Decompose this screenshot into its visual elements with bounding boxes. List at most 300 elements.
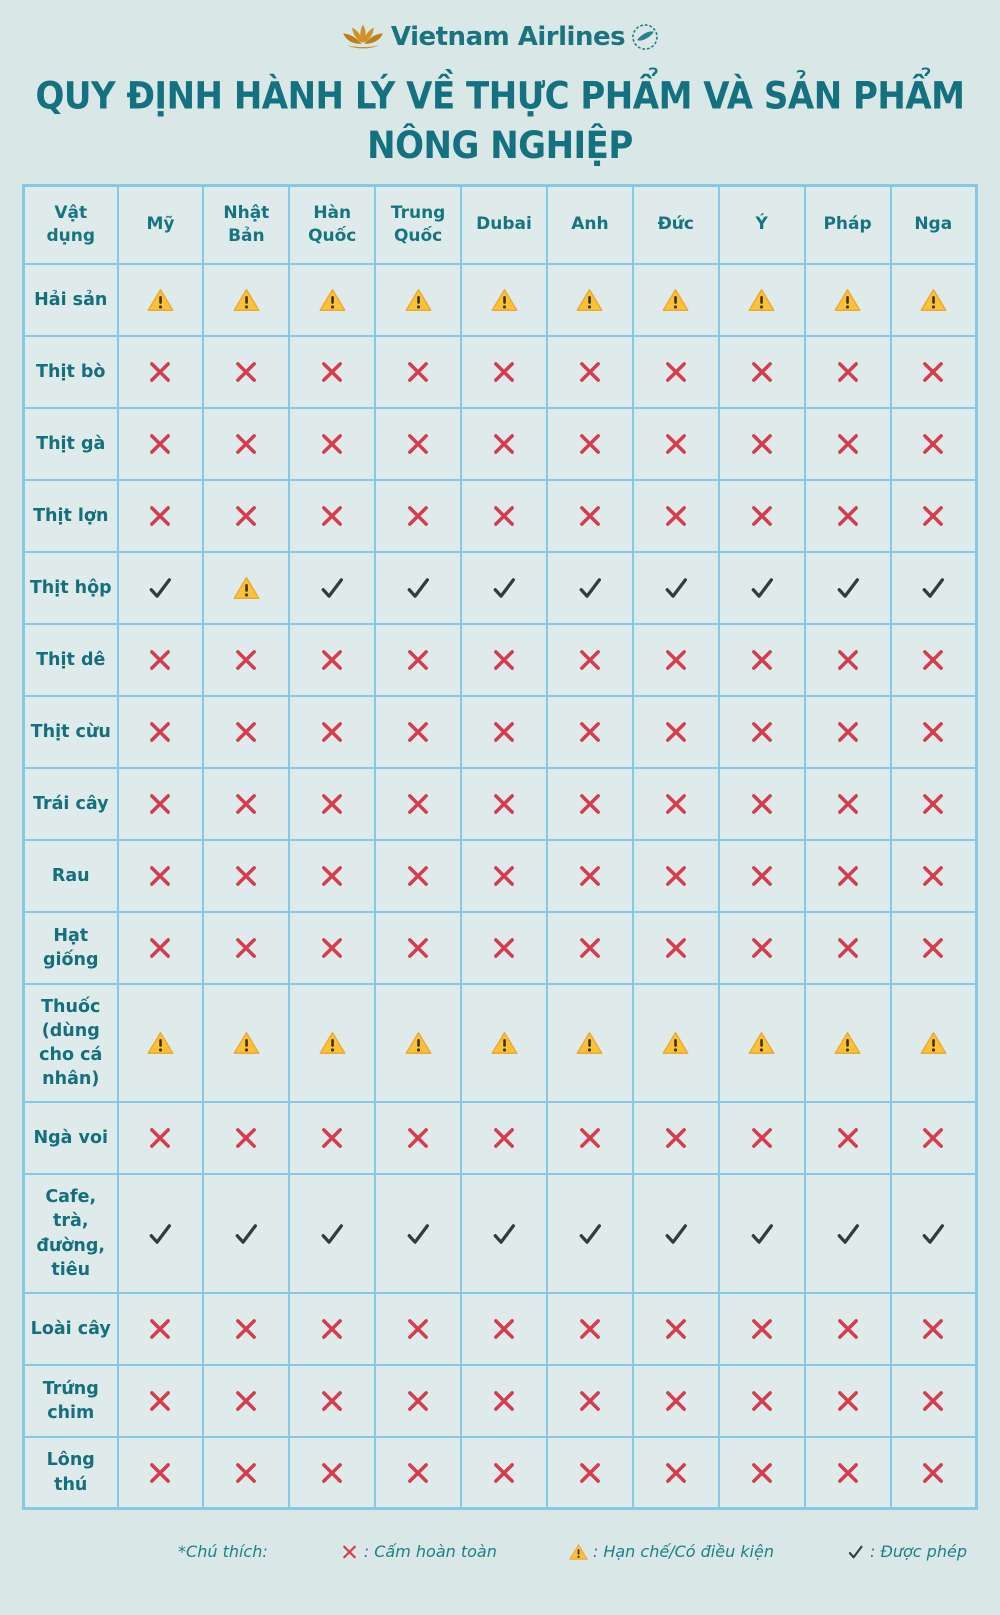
status-cell [719,840,805,912]
status-cell [461,1102,547,1174]
status-cell [375,1174,461,1293]
row-label: Rau [24,840,118,912]
prohibited-x-icon [145,430,175,458]
status-cell [461,1437,547,1509]
status-cell [289,624,375,696]
legend-item-label: : Hạn chế/Có điều kiện [592,1542,774,1562]
status-cell [719,336,805,408]
prohibited-x-icon [489,358,519,386]
status-cell [375,768,461,840]
status-cell [633,624,719,696]
status-cell [375,336,461,408]
status-cell [805,984,891,1103]
prohibited-x-icon [403,862,433,890]
warning-triangle-icon [405,288,432,312]
status-cell [633,552,719,624]
status-cell [547,768,633,840]
prohibited-x-icon [317,1124,347,1152]
status-cell [547,264,633,336]
prohibited-x-icon [145,718,175,746]
status-cell [203,480,289,552]
prohibited-x-icon [403,1387,433,1415]
status-cell [891,624,977,696]
status-cell [375,552,461,624]
status-cell [633,408,719,480]
status-cell [891,552,977,624]
status-cell [118,624,204,696]
status-cell [461,1174,547,1293]
country-column-header: Ý [719,185,805,264]
status-cell [289,1437,375,1509]
prohibited-x-icon [317,646,347,674]
allowed-check-icon [747,574,777,602]
prohibited-x-icon [489,790,519,818]
prohibited-x-icon [575,1459,605,1487]
country-column-header: Trung Quốc [375,185,461,264]
prohibited-x-icon [661,790,691,818]
table-row [24,1102,977,1174]
status-cell [633,1437,719,1509]
prohibited-x-icon [661,430,691,458]
warning-triangle-icon [147,1031,174,1055]
status-cell [805,264,891,336]
prohibited-x-icon [661,1315,691,1343]
warning-triangle-icon [147,288,174,312]
row-label: Trái cây [24,768,118,840]
prohibited-x-icon [661,1459,691,1487]
prohibited-x-icon [575,1387,605,1415]
warning-triangle-icon [920,288,947,312]
prohibited-x-icon [918,358,948,386]
prohibited-x-icon [145,934,175,962]
status-cell [375,1365,461,1437]
allowed-check-icon [833,1220,863,1248]
status-cell [719,552,805,624]
status-cell [375,408,461,480]
prohibited-x-icon [747,790,777,818]
prohibited-x-icon [317,790,347,818]
status-cell [461,1365,547,1437]
status-cell [461,264,547,336]
status-cell [118,1437,204,1509]
status-cell [461,840,547,912]
status-cell [461,696,547,768]
status-cell [891,264,977,336]
status-cell [461,552,547,624]
status-cell [461,1293,547,1365]
prohibited-x-icon [317,1387,347,1415]
warning-triangle-icon [491,1031,518,1055]
status-cell [203,768,289,840]
status-cell [891,1293,977,1365]
status-cell [547,624,633,696]
table-row [24,984,977,1103]
legend-prefix: *Chú thích: [178,1542,268,1562]
allowed-check-icon [918,574,948,602]
prohibited-x-icon [489,934,519,962]
prohibited-x-icon [918,862,948,890]
row-label: Thịt gà [24,408,118,480]
status-cell [289,1293,375,1365]
status-cell [633,1365,719,1437]
status-cell [118,696,204,768]
prohibited-x-icon [489,862,519,890]
prohibited-x-icon [833,430,863,458]
prohibited-x-icon [489,1315,519,1343]
status-cell [805,1365,891,1437]
status-cell [375,1293,461,1365]
warning-triangle-icon [834,288,861,312]
table-row [24,1437,977,1509]
prohibited-x-icon [317,358,347,386]
prohibited-x-icon [661,358,691,386]
prohibited-x-icon [575,790,605,818]
allowed-check-icon [833,574,863,602]
status-cell [719,1102,805,1174]
prohibited-x-icon [575,934,605,962]
row-label: Thịt dê [24,624,118,696]
status-cell [805,624,891,696]
allowed-check-icon [846,1543,865,1561]
page-title-line1: QUY ĐỊNH HÀNH LÝ VỀ THỰC PHẨM VÀ SẢN PHẨM [35,74,965,119]
prohibited-x-icon [747,718,777,746]
items-column-header: Vật dụng [24,185,118,264]
prohibited-x-icon [747,430,777,458]
legend-item [846,1542,967,1561]
row-label: Thịt hộp [24,552,118,624]
country-column-header: Đức [633,185,719,264]
prohibited-x-icon [747,646,777,674]
status-cell [461,408,547,480]
prohibited-x-icon [489,1459,519,1487]
status-cell [118,984,204,1103]
status-cell [118,264,204,336]
prohibited-x-icon [231,718,261,746]
prohibited-x-icon [661,646,691,674]
table-row [24,696,977,768]
warning-triangle-icon [569,1543,588,1561]
legend-item [340,1542,497,1561]
prohibited-x-icon [747,1387,777,1415]
status-cell [891,984,977,1103]
prohibited-x-icon [918,934,948,962]
status-cell [891,480,977,552]
legend-item-label: : Được phép [869,1542,967,1562]
status-cell [203,1365,289,1437]
status-cell [805,408,891,480]
prohibited-x-icon [317,1315,347,1343]
status-cell [805,1174,891,1293]
country-column-header: Nhật Bản [203,185,289,264]
prohibited-x-icon [918,1459,948,1487]
status-cell [547,1365,633,1437]
status-cell [547,1174,633,1293]
status-cell [289,768,375,840]
prohibited-x-icon [833,1315,863,1343]
prohibited-x-icon [833,790,863,818]
status-cell [633,1174,719,1293]
status-cell [547,984,633,1103]
prohibited-x-icon [231,1459,261,1487]
status-cell [805,1293,891,1365]
prohibited-x-icon [403,1459,433,1487]
prohibited-x-icon [918,790,948,818]
prohibited-x-icon [489,646,519,674]
prohibited-x-icon [833,502,863,530]
status-cell [118,768,204,840]
status-cell [203,984,289,1103]
prohibited-x-icon [661,934,691,962]
lotus-icon [341,21,385,53]
country-column-header: Dubai [461,185,547,264]
prohibited-x-icon [575,1124,605,1152]
table-row [24,840,977,912]
status-cell [203,408,289,480]
prohibited-x-icon [231,934,261,962]
prohibited-x-icon [661,862,691,890]
prohibited-x-icon [661,1124,691,1152]
header-row [24,185,977,264]
brand-text: Vietnam Airlines [390,22,626,52]
status-cell [891,1174,977,1293]
prohibited-x-icon [918,1387,948,1415]
prohibited-x-icon [145,1124,175,1152]
status-cell [719,696,805,768]
status-cell [547,408,633,480]
status-cell [118,552,204,624]
prohibited-x-icon [231,1315,261,1343]
legend-item-label: : Cấm hoàn toàn [363,1542,497,1562]
status-cell [547,1102,633,1174]
prohibited-x-icon [918,1315,948,1343]
row-label: Loài cây [24,1293,118,1365]
status-cell [805,696,891,768]
status-cell [203,912,289,984]
status-cell [289,696,375,768]
status-cell [289,1365,375,1437]
warning-triangle-icon [834,1031,861,1055]
country-column-header: Anh [547,185,633,264]
status-cell [805,552,891,624]
status-cell [805,912,891,984]
warning-triangle-icon [233,1031,260,1055]
prohibited-x-icon [747,1459,777,1487]
table-row [24,1293,977,1365]
status-cell [719,480,805,552]
prohibited-x-icon [403,646,433,674]
status-cell [461,912,547,984]
warning-triangle-icon [662,288,689,312]
prohibited-x-icon [403,790,433,818]
prohibited-x-icon [833,1387,863,1415]
status-cell [719,1365,805,1437]
warning-triangle-icon [319,1031,346,1055]
table-row [24,552,977,624]
prohibited-x-icon [145,790,175,818]
row-label: Ngà voi [24,1102,118,1174]
status-cell [805,840,891,912]
regulations-table [22,184,978,1511]
prohibited-x-icon [403,502,433,530]
status-cell [633,768,719,840]
prohibited-x-icon [231,430,261,458]
prohibited-x-icon [918,430,948,458]
status-cell [719,1437,805,1509]
status-cell [891,768,977,840]
row-label: Hạt giống [24,912,118,984]
country-column-header: Nga [891,185,977,264]
prohibited-x-icon [403,430,433,458]
row-label: Thịt lợn [24,480,118,552]
prohibited-x-icon [747,934,777,962]
status-cell [547,912,633,984]
prohibited-x-icon [317,934,347,962]
prohibited-x-icon [317,430,347,458]
prohibited-x-icon [575,502,605,530]
table-row [24,624,977,696]
table-row [24,264,977,336]
status-cell [203,264,289,336]
status-cell [633,840,719,912]
warning-triangle-icon [748,288,775,312]
row-label: Lông thú [24,1437,118,1509]
allowed-check-icon [489,574,519,602]
status-cell [375,696,461,768]
status-cell [805,480,891,552]
status-cell [891,840,977,912]
row-label: Cafe, trà, đường, tiêu [24,1174,118,1293]
warning-triangle-icon [405,1031,432,1055]
status-cell [118,480,204,552]
status-cell [633,1293,719,1365]
status-cell [891,1102,977,1174]
status-cell [633,264,719,336]
status-cell [891,912,977,984]
status-cell [118,1102,204,1174]
table-row [24,336,977,408]
status-cell [203,336,289,408]
allowed-check-icon [575,574,605,602]
prohibited-x-icon [317,862,347,890]
warning-triangle-icon [576,1031,603,1055]
prohibited-x-icon [317,718,347,746]
prohibited-x-icon [403,718,433,746]
status-cell [461,624,547,696]
table-row [24,912,977,984]
prohibited-x-icon [403,358,433,386]
status-cell [891,336,977,408]
allowed-check-icon [403,1220,433,1248]
prohibited-x-icon [145,1459,175,1487]
status-cell [118,912,204,984]
status-cell [289,840,375,912]
prohibited-x-icon [833,1459,863,1487]
status-cell [375,984,461,1103]
status-cell [633,696,719,768]
prohibited-x-icon [231,358,261,386]
status-cell [547,552,633,624]
skyteam-icon [631,23,659,51]
status-cell [633,984,719,1103]
country-column-header: Mỹ [118,185,204,264]
prohibited-x-icon [575,358,605,386]
prohibited-x-icon [489,1387,519,1415]
row-label: Hải sản [24,264,118,336]
status-cell [547,840,633,912]
prohibited-x-icon [145,502,175,530]
prohibited-x-icon [231,862,261,890]
prohibited-x-icon [231,646,261,674]
prohibited-x-icon [145,646,175,674]
allowed-check-icon [489,1220,519,1248]
status-cell [118,1293,204,1365]
status-cell [891,408,977,480]
prohibited-x-icon [489,430,519,458]
status-cell [461,336,547,408]
status-cell [547,1437,633,1509]
legend [0,1542,1000,1561]
table-row [24,408,977,480]
row-label: Thuốc (dùng cho cá nhân) [24,984,118,1103]
status-cell [289,1174,375,1293]
prohibited-x-icon [231,790,261,818]
status-cell [805,1437,891,1509]
row-label: Thịt cừu [24,696,118,768]
prohibited-x-icon [575,430,605,458]
status-cell [118,408,204,480]
allowed-check-icon [918,1220,948,1248]
table-row [24,1365,977,1437]
allowed-check-icon [661,1220,691,1248]
status-cell [289,480,375,552]
prohibited-x-icon [575,718,605,746]
status-cell [375,480,461,552]
prohibited-x-icon [833,718,863,746]
status-cell [547,336,633,408]
status-cell [289,1102,375,1174]
status-cell [289,264,375,336]
warning-triangle-icon [576,288,603,312]
prohibited-x-icon [317,502,347,530]
page-title-line2: NÔNG NGHIỆP [367,123,633,168]
status-cell [375,264,461,336]
warning-triangle-icon [233,576,260,600]
prohibited-x-icon [403,1124,433,1152]
prohibited-x-icon [661,1387,691,1415]
status-cell [203,552,289,624]
status-cell [891,696,977,768]
status-cell [118,1174,204,1293]
prohibited-x-icon [747,502,777,530]
status-cell [118,840,204,912]
prohibited-x-icon [231,1124,261,1152]
status-cell [375,624,461,696]
prohibited-x-icon [918,646,948,674]
prohibited-x-icon [747,358,777,386]
status-cell [118,336,204,408]
status-cell [633,480,719,552]
status-cell [118,1365,204,1437]
status-cell [289,408,375,480]
warning-triangle-icon [491,288,518,312]
status-cell [719,1174,805,1293]
allowed-check-icon [747,1220,777,1248]
status-cell [719,768,805,840]
prohibited-x-icon [833,358,863,386]
prohibited-x-icon [918,502,948,530]
status-cell [203,1174,289,1293]
prohibited-x-icon [747,1315,777,1343]
